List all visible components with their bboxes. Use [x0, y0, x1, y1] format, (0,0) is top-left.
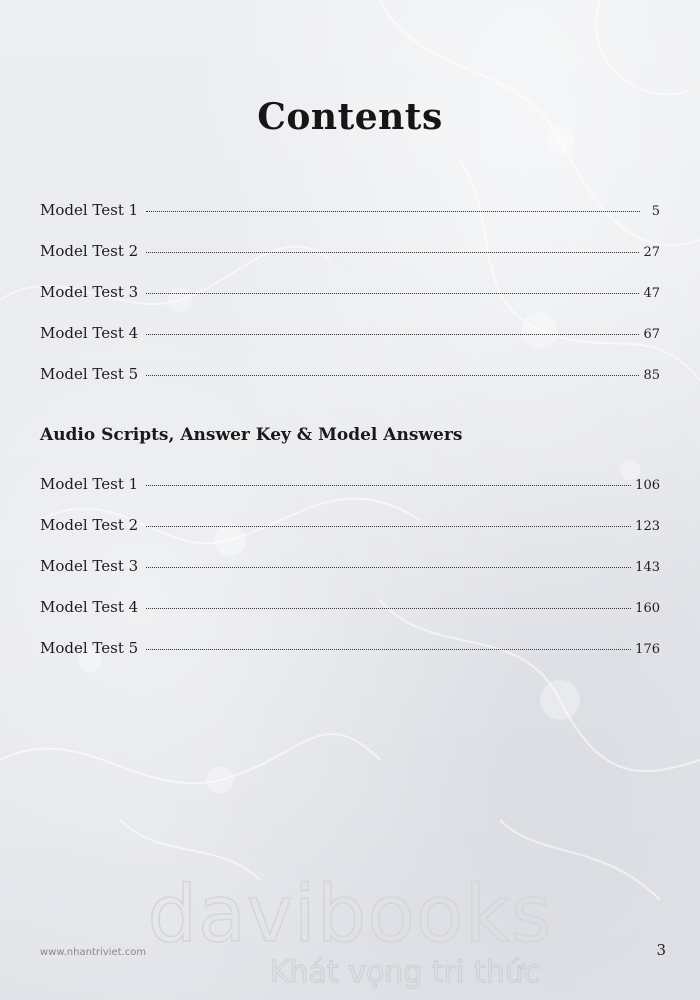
- page-number: 3: [656, 941, 666, 959]
- toc-leader-dots: [146, 333, 639, 335]
- toc-entry[interactable]: [40, 283, 660, 305]
- toc-entry[interactable]: [40, 516, 660, 538]
- watermark-brand: davibooks: [147, 870, 553, 960]
- toc-entry[interactable]: [40, 557, 660, 579]
- toc-leader-dots: [146, 525, 631, 527]
- toc-entry-page: 67: [643, 327, 660, 342]
- toc-leader-dots: [146, 566, 631, 568]
- toc-leader-dots: [146, 648, 631, 650]
- toc-entry[interactable]: [40, 639, 660, 661]
- toc-entry-label: Model Test 2: [40, 242, 139, 260]
- toc-entry-label: Model Test 1: [40, 475, 139, 493]
- section-heading: Audio Scripts, Answer Key & Model Answers: [40, 425, 463, 445]
- toc-leader-dots: [146, 210, 640, 212]
- toc-entry-label: Model Test 3: [40, 557, 139, 575]
- toc-entry-page: 176: [635, 642, 660, 657]
- toc-entry[interactable]: [40, 365, 660, 387]
- toc-entry-label: Model Test 2: [40, 516, 139, 534]
- publisher-url: www.nhantriviet.com: [40, 947, 147, 958]
- toc-leader-dots: [146, 374, 639, 376]
- toc-entry-label: Model Test 4: [40, 324, 139, 342]
- toc-leader-dots: [146, 292, 639, 294]
- toc-leader-dots: [146, 484, 631, 486]
- page-title: Contents: [257, 96, 443, 138]
- toc-entry-page: 85: [643, 368, 660, 383]
- toc-entry-label: Model Test 4: [40, 598, 139, 616]
- toc-entry-page: 27: [643, 245, 660, 260]
- toc-entry-page: 160: [635, 601, 660, 616]
- toc-entry-label: Model Test 1: [40, 201, 139, 219]
- toc-entry[interactable]: [40, 475, 660, 497]
- toc-entry-page: 47: [643, 286, 660, 301]
- watermark-tagline: Khát vọng tri thức: [269, 955, 541, 990]
- toc-entry-label: Model Test 5: [40, 639, 139, 657]
- toc-leader-dots: [146, 607, 631, 609]
- toc-entry[interactable]: [40, 598, 660, 620]
- toc-entry-label: Model Test 5: [40, 365, 139, 383]
- toc-leader-dots: [146, 251, 639, 253]
- toc-entry[interactable]: [40, 201, 660, 223]
- toc-entry-page: 123: [635, 519, 660, 534]
- toc-entry[interactable]: [40, 242, 660, 264]
- toc-entry-label: Model Test 3: [40, 283, 139, 301]
- toc-entry-page: 106: [635, 478, 660, 493]
- toc-entry-page: 5: [651, 204, 660, 219]
- toc-entry[interactable]: [40, 324, 660, 346]
- toc-entry-page: 143: [635, 560, 660, 575]
